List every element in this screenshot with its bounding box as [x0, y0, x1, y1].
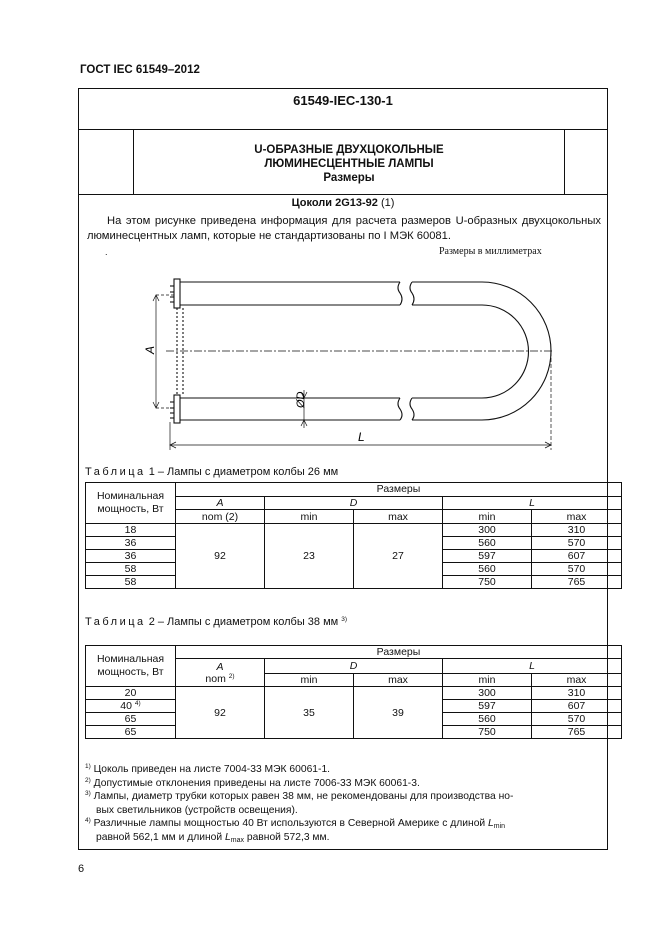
table1 [85, 482, 622, 589]
table2-cell-lmax: 570 [532, 713, 622, 726]
table2-header-a-sup: 2) [228, 672, 235, 680]
table2-header-a-nom-wrap [176, 673, 264, 685]
table2-cell-dmin: 35 [265, 687, 354, 739]
table2-cell-power [86, 700, 176, 713]
table1-cell-lmin: 597 [443, 550, 532, 563]
page-number: 6 [78, 863, 85, 875]
footnote-4-text-c: равной 572,3 мм. [243, 831, 330, 843]
table2-header-d-min: min [265, 674, 354, 687]
footnote-4-text-b: равной 562,1 мм и длиной [96, 831, 226, 843]
table2-power-sup: 4) [134, 700, 141, 707]
footnote-4-text: Различные лампы мощностью 40 Вт используются в Северной Америке с длиной [90, 818, 489, 829]
table-row [86, 687, 622, 700]
table2-power-value: 20 [124, 687, 137, 699]
table2-cell-lmin: 597 [443, 700, 532, 713]
lamp-drawing [70, 262, 560, 462]
table1-cell-lmin: 560 [443, 537, 532, 550]
title-box [79, 129, 607, 195]
table1-cell-lmax: 765 [532, 576, 622, 589]
table1-header-a: A [176, 496, 265, 510]
footnote-3-text: Лампы, диаметр трубки которых равен 38 мм, не рекомендованы для производства но- [90, 791, 514, 802]
table1-header-dims: Размеры [176, 483, 622, 497]
table2-power-value: 65 [124, 713, 137, 725]
table2-power-value: 65 [124, 726, 137, 738]
footnote-3-cont: вых светильников (устройств освещения). [96, 804, 298, 816]
footnote-1 [85, 763, 605, 777]
table1-cell-lmax: 570 [532, 537, 622, 550]
table1-cell-lmin: 300 [443, 524, 532, 537]
table2-cell-lmax: 607 [532, 700, 622, 713]
table2-header-dims: Размеры [176, 646, 622, 659]
table1-cell-power: 58 [86, 563, 176, 576]
table1-caption [85, 466, 338, 478]
table1-cell-dmax: 27 [354, 524, 443, 589]
table2-caption-text: 2 – Лампы с диаметром колбы 38 мм [145, 616, 339, 628]
table1-header-d-min: min [265, 510, 354, 524]
table2-caption-sup: 3) [341, 616, 348, 623]
figure-dot: . [105, 247, 108, 257]
table1-header-d-max: max [354, 510, 443, 524]
table2-cell-lmax: 310 [532, 687, 622, 700]
footnote-4-lmax-sub: max [230, 836, 244, 844]
table2-header-a-nom: nom [205, 672, 226, 685]
table1-caption-word: Таблица [85, 466, 146, 478]
table1-header-l-min: min [443, 510, 532, 524]
footnote-1-mark: 1) [85, 763, 91, 770]
caps-label: Цоколи 2G13-92 [291, 197, 378, 209]
footnote-2-text: Допустимые отклонения приведены на листе 7006-33 МЭК 60061-3. [90, 777, 420, 789]
title-line-3: Размеры [323, 172, 375, 184]
u-bend-inner [482, 305, 529, 398]
sheet-title [133, 129, 565, 194]
table2-cell-a: 92 [176, 687, 265, 739]
table2-cell-lmin: 750 [443, 726, 532, 739]
table1-header-d: D [265, 496, 443, 510]
table1-caption-text: 1 – Лампы с диаметром колбы 26 мм [145, 466, 339, 478]
table2-header-l: L [443, 659, 622, 674]
table1-cell-lmax: 607 [532, 550, 622, 563]
table2-header-d-max: max [354, 674, 443, 687]
table1-cell-lmax: 310 [532, 524, 622, 537]
footnote-4-mark: 4) [85, 817, 91, 824]
table1-cell-power: 18 [86, 524, 176, 537]
table1-cell-power: 36 [86, 550, 176, 563]
table2-caption-word: Таблица [85, 616, 146, 628]
table2-header-a [176, 659, 265, 687]
table1-cell-a: 92 [176, 524, 265, 589]
caps-ref: (1) [380, 197, 395, 209]
table1-header-power: Номинальная мощность, Вт [86, 483, 176, 524]
table-row [86, 524, 622, 537]
footnotes [85, 763, 605, 844]
table1-cell-power: 58 [86, 576, 176, 589]
table2-cell-power [86, 726, 176, 739]
footnote-4 [85, 817, 605, 831]
table1-cell-lmin: 560 [443, 563, 532, 576]
dim-label-l: L [358, 430, 365, 444]
table2-header-d: D [265, 659, 443, 674]
table2-caption [85, 616, 347, 628]
table2-header-l-min: min [443, 674, 532, 687]
table2-power-value: 40 [120, 700, 132, 712]
footnote-3 [85, 790, 605, 804]
footnote-4-lmin-sub: min [493, 823, 506, 830]
table1-cell-power: 36 [86, 537, 176, 550]
footnote-4-cont [85, 831, 605, 845]
table1-header-l-max: max [532, 510, 622, 524]
table2-cell-lmin: 560 [443, 713, 532, 726]
footnote-2 [85, 777, 605, 791]
footnote-3-mark: 3) [85, 790, 91, 797]
table1-cell-lmax: 570 [532, 563, 622, 576]
table2 [85, 645, 622, 739]
dim-label-a: A [143, 345, 157, 354]
units-note: Размеры в миллиметрах [439, 246, 542, 257]
table2-cell-lmin: 300 [443, 687, 532, 700]
intro-paragraph: На этом рисунке приведена информация для расчета размеров U-образных двухцокольных люминесцентных ламп, которые не стандартизованы по I МЭК 60081. [87, 215, 601, 242]
table1-cell-dmin: 23 [265, 524, 354, 589]
table2-header-power: Номинальная мощность, Вт [86, 646, 176, 687]
table2-cell-dmax: 39 [354, 687, 443, 739]
table2-cell-lmax: 765 [532, 726, 622, 739]
table2-header-a-letter: A [216, 660, 224, 673]
footnote-2-mark: 2) [85, 776, 91, 784]
table2-cell-power [86, 713, 176, 726]
table1-cell-lmin: 750 [443, 576, 532, 589]
document-header: ГОСТ IEC 61549–2012 [80, 64, 200, 76]
footnote-1-text: Цоколь приведен на листе 7004-33 МЭК 60061-1. [90, 764, 331, 775]
table1-header-l: L [443, 496, 622, 510]
caps-caption [79, 197, 607, 209]
footnote-4-lmin-symbol: L [488, 818, 494, 829]
table2-header-l-max: max [532, 674, 622, 687]
sheet-number: 61549-IEC-130-1 [79, 89, 607, 130]
title-line-1: U-ОБРАЗНЫЕ ДВУХЦОКОЛЬНЫЕ [254, 144, 444, 156]
table2-cell-power [86, 687, 176, 700]
footnote-4-lmax-symbol: L [225, 831, 231, 843]
title-line-2: ЛЮМИНЕСЦЕНТНЫЕ ЛАМПЫ [264, 158, 434, 170]
dim-label-d: ØD [295, 391, 307, 408]
table1-header-a-nom: nom (2) [176, 510, 265, 524]
